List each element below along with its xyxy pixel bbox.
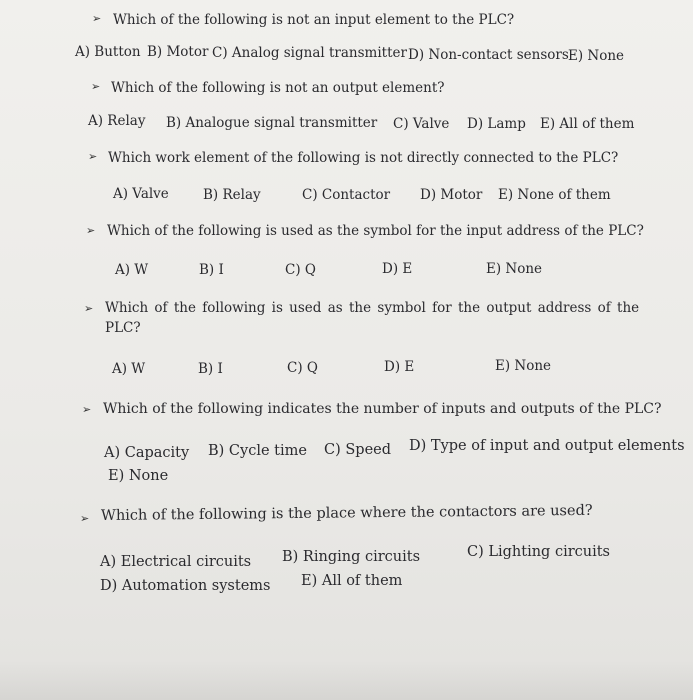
q2-option-c: C) Valve xyxy=(393,116,450,132)
question-5-line-1: Which of the following is used as the symbol for the output address of the xyxy=(105,300,640,316)
q2-option-e: E) All of them xyxy=(540,116,635,132)
q2-option-a: A) Relay xyxy=(88,113,146,129)
q1-option-c: C) Analog signal transmitter xyxy=(212,45,407,61)
bullet-arrow-icon: ➢ xyxy=(86,224,96,237)
q6-option-a: A) Capacity xyxy=(104,445,190,461)
question-3: Which work element of the following is not directly connected to the PLC? xyxy=(108,150,619,166)
q2-option-b: B) Analogue signal transmitter xyxy=(166,115,378,131)
q1-option-d: D) Non-contact sensors xyxy=(408,47,569,63)
q4-option-d: D) E xyxy=(382,261,413,277)
bullet-arrow-icon: ➢ xyxy=(88,150,98,163)
q5-option-d: D) E xyxy=(384,359,415,375)
bullet-arrow-icon: ➢ xyxy=(84,302,94,315)
question-5-line-2: PLC? xyxy=(105,320,141,336)
q6-option-b: B) Cycle time xyxy=(208,443,307,459)
q6-option-d: D) Type of input and output elements xyxy=(409,438,685,454)
q3-option-d: D) Motor xyxy=(420,187,483,203)
q7-option-a: A) Electrical circuits xyxy=(100,554,252,570)
q5-option-c: C) Q xyxy=(287,360,318,376)
bullet-arrow-icon: ➢ xyxy=(82,403,92,416)
q1-option-a: A) Button xyxy=(75,44,141,60)
question-2: Which of the following is not an output element? xyxy=(111,80,445,96)
bullet-arrow-icon: ➢ xyxy=(80,512,90,525)
q4-option-a: A) W xyxy=(115,262,149,278)
q3-option-e: E) None of them xyxy=(498,187,611,203)
q3-option-c: C) Contactor xyxy=(302,187,391,203)
question-4: Which of the following is used as the symbol for the input address of the PLC? xyxy=(107,223,644,239)
question-1: Which of the following is not an input element to the PLC? xyxy=(113,12,515,28)
q2-option-d: D) Lamp xyxy=(467,116,526,132)
q5-option-b: B) I xyxy=(198,361,223,377)
q7-option-b: B) Ringing circuits xyxy=(282,549,421,565)
q3-option-a: A) Valve xyxy=(113,186,169,202)
q6-option-c: C) Speed xyxy=(324,442,392,458)
bullet-arrow-icon: ➢ xyxy=(92,12,102,25)
q1-option-b: B) Motor xyxy=(147,44,209,60)
q7-option-e: E) All of them xyxy=(301,573,403,589)
q6-option-e: E) None xyxy=(108,468,169,484)
q1-option-e: E) None xyxy=(568,48,625,64)
q4-option-c: C) Q xyxy=(285,262,316,278)
q3-option-b: B) Relay xyxy=(203,187,261,203)
q4-option-e: E) None xyxy=(486,261,543,277)
bullet-arrow-icon: ➢ xyxy=(91,80,101,93)
q4-option-b: B) I xyxy=(199,262,224,278)
q5-option-a: A) W xyxy=(112,361,146,377)
q5-option-e: E) None xyxy=(495,358,552,374)
q7-option-d: D) Automation systems xyxy=(100,578,271,594)
q7-option-c: C) Lighting circuits xyxy=(467,544,610,560)
question-6: Which of the following indicates the number of inputs and outputs of the PLC? xyxy=(103,401,662,417)
question-7: Which of the following is the place where the contactors are used? xyxy=(100,502,593,524)
